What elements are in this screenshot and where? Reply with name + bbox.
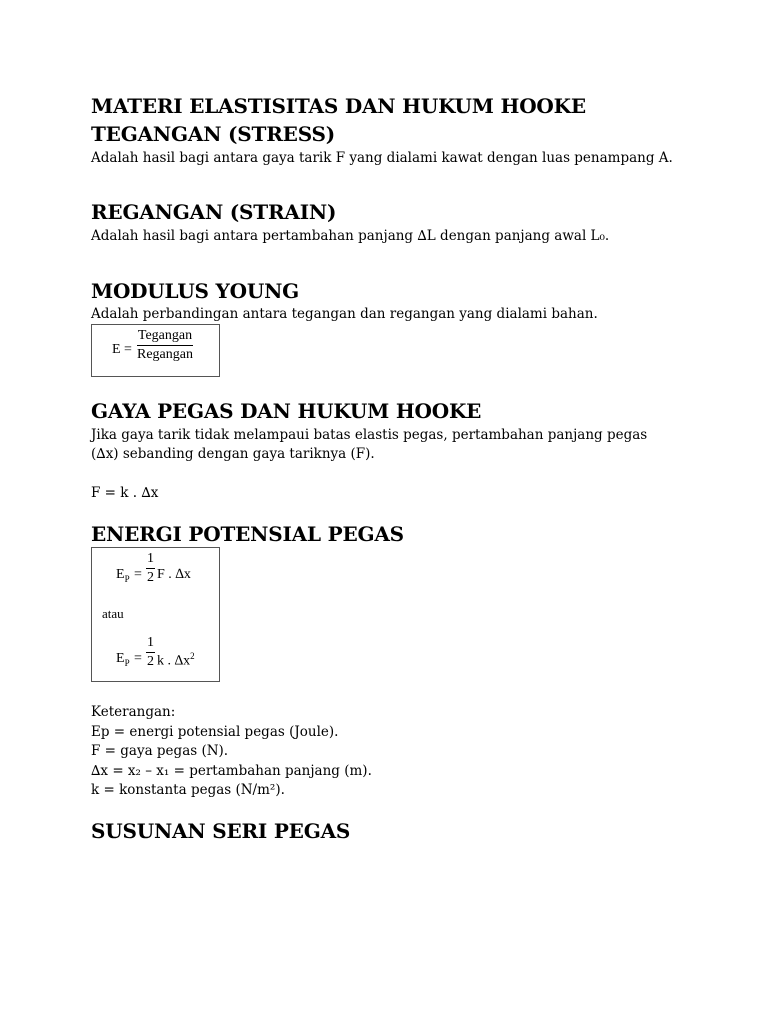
formula1-rhs: F . ∆x <box>157 567 191 582</box>
atau-label: atau <box>102 606 124 621</box>
keterangan-label: Keterangan: <box>91 704 176 720</box>
formula1-fraction <box>146 551 155 586</box>
formula1-denominator: 2 <box>147 570 154 585</box>
formula1-symbol: E <box>116 567 125 582</box>
formula1-bar <box>146 568 155 569</box>
paragraph-gaya-pegas-line1: Jika gaya tarik tidak melampaui batas elastis pegas, pertambahan panjang pegas <box>91 427 648 443</box>
heading-gaya-pegas: GAYA PEGAS DAN HUKUM HOOKE <box>91 399 482 423</box>
heading-energi-potensial: ENERGI POTENSIAL PEGAS <box>91 522 404 546</box>
keterangan-item: Ep = energi potensial pegas (Joule). <box>91 724 339 740</box>
formula-box-energi <box>91 547 220 682</box>
formula-box-modulus <box>91 324 220 377</box>
formula2-fraction <box>146 635 155 670</box>
paragraph-tegangan: Adalah hasil bagi antara gaya tarik F yang dialami kawat dengan luas penampang A. <box>91 150 673 166</box>
formula2-equals: = <box>134 651 142 666</box>
heading-regangan: REGANGAN (STRAIN) <box>91 200 337 224</box>
paragraph-gaya-pegas-line2: (∆x) sebanding dengan gaya tariknya (F). <box>91 446 375 462</box>
formula1-numerator: 1 <box>147 551 154 566</box>
heading-modulus-young: MODULUS YOUNG <box>91 279 300 303</box>
keterangan-item: F = gaya pegas (N). <box>91 743 229 759</box>
heading-tegangan: TEGANGAN (STRESS) <box>91 122 336 146</box>
formula1-subscript: P <box>124 573 130 584</box>
formula-hooke: F = k . ∆x <box>91 485 159 501</box>
fraction-denominator: Regangan <box>137 347 193 362</box>
formula2-superscript: 2 <box>190 651 195 661</box>
formula2-denominator: 2 <box>147 654 154 669</box>
keterangan-item: k = konstanta pegas (N/m²). <box>91 782 285 798</box>
heading-susunan-seri: SUSUNAN SERI PEGAS <box>91 819 351 843</box>
document-title: MATERI ELASTISITAS DAN HUKUM HOOKE <box>91 94 586 118</box>
formula-fraction <box>137 328 193 363</box>
fraction-bar <box>137 345 193 346</box>
formula2-numerator: 1 <box>147 635 154 650</box>
fraction-numerator: Tegangan <box>137 328 193 343</box>
formula-lhs: E = <box>112 342 132 357</box>
formula2-symbol: E <box>116 651 125 666</box>
formula1-lhs <box>116 567 130 584</box>
keterangan-item: ∆x = x₂ – x₁ = pertambahan panjang (m). <box>91 763 372 779</box>
formula2-subscript: P <box>124 657 130 668</box>
formula2-bar <box>146 652 155 653</box>
formula2-rhs <box>157 651 195 670</box>
paragraph-modulus-young: Adalah perbandingan antara tegangan dan regangan yang dialami bahan. <box>91 306 598 322</box>
formula2-lhs <box>116 651 130 668</box>
formula1-equals: = <box>134 567 142 582</box>
paragraph-regangan: Adalah hasil bagi antara pertambahan panjang ∆L dengan panjang awal L₀. <box>91 228 610 244</box>
formula2-body: k . ∆x <box>157 653 191 669</box>
